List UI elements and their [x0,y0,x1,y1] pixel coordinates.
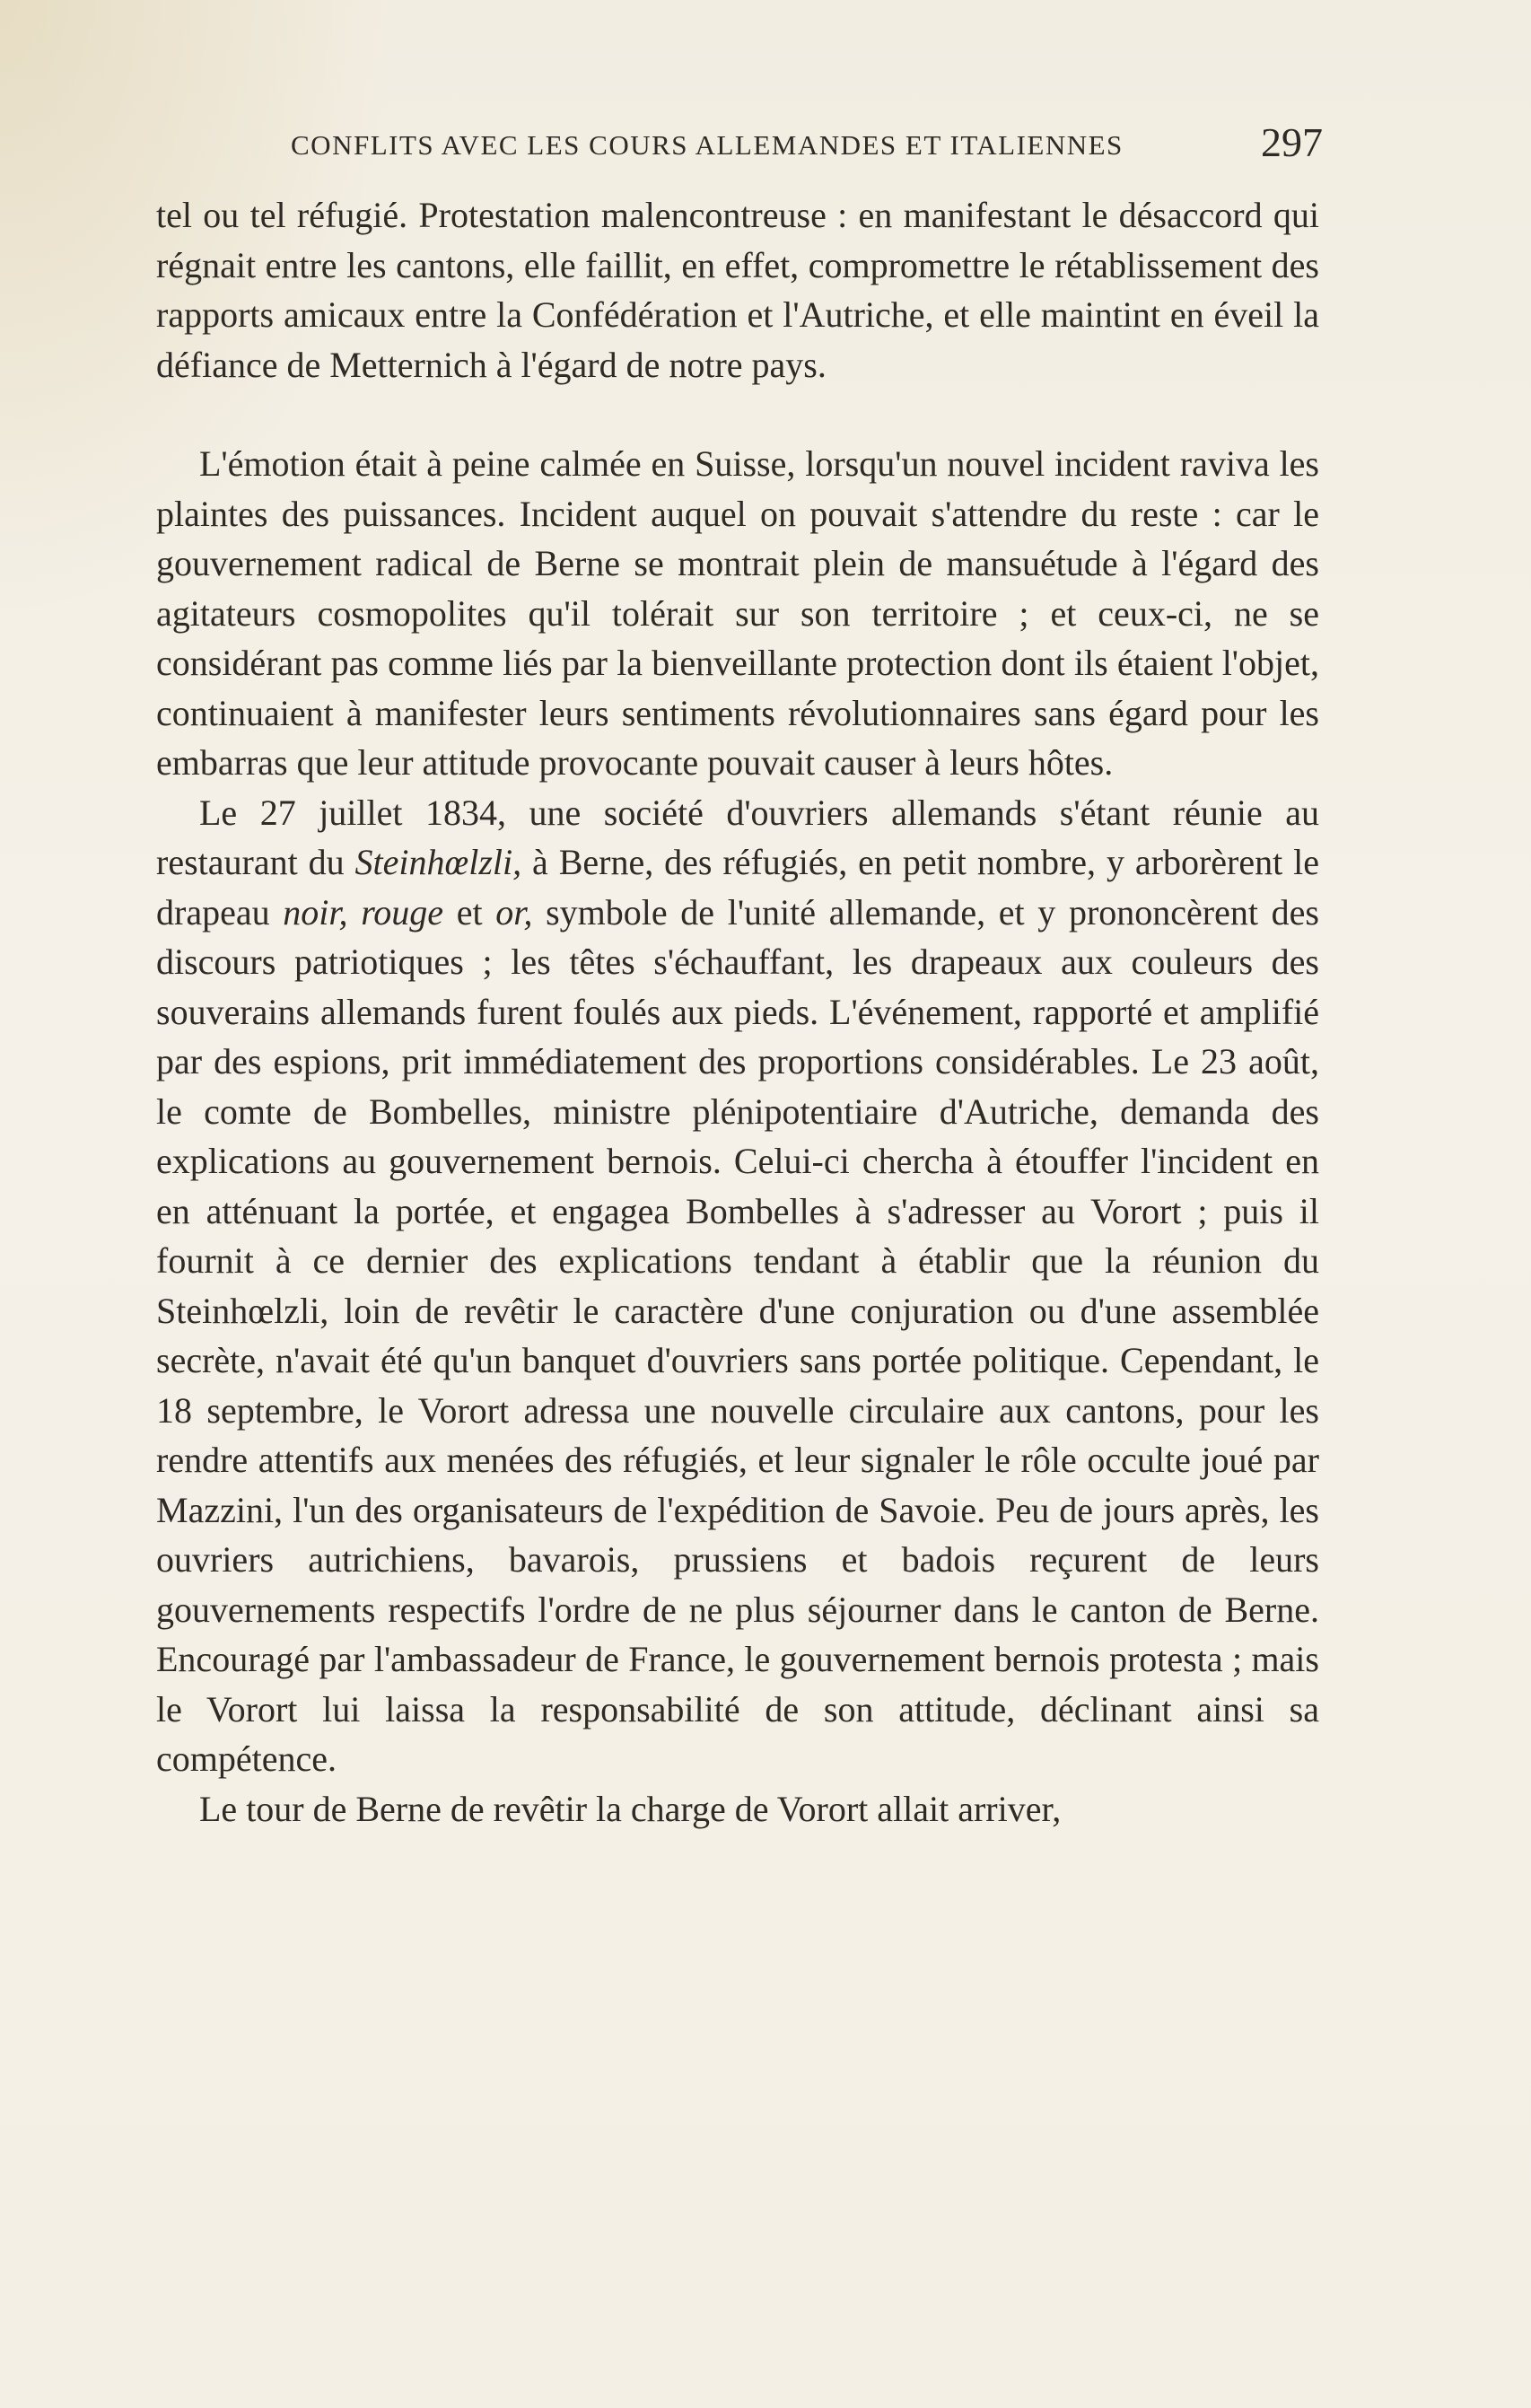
paragraph-3-text-1: Le 27 juillet 1834, une société d'ouvriers allemands s'étant réunie au restaurant du [156,792,1319,882]
paragraph-3-text-3: et [443,891,496,933]
paragraph-4: Le tour de Berne de revêtir la charge de Vorort allait arriver, [199,1788,1062,1829]
paragraph-2: L'émotion était à peine calmée en Suisse, lorsqu'un nouvel incident raviva les plaintes des puissances. Incident auquel on pouvait s'attendre du reste : car le gouvernement radical de Berne se montrait plein de mansuétude à l'égard des agitateurs cosmopolites qu'il tolérait sur son territoire ; et ceux-ci, ne se considérant pas comme liés par la bienveillante protection dont ils étaient l'objet, continuaient à manifester leurs sentiments révolutionnaires sans égard pour les embarras que leur attitude provocante pouvait causer à leurs hôtes. [156,443,1319,783]
paragraph-3-text-4: symbole de l'unité allemande, et y prononcèrent des discours patriotiques ; les têtes s'échauffant, les drapeaux aux couleurs des souverains allemands furent foulés aux pieds. L'événement, rapporté et amplifié par des espions, prit immédiatement des proportions considérables. Le 23 août, le comte de Bombelles, ministre plénipotentiaire d'Autriche, demanda des explications au gouvernement bernois. Celui-ci chercha à étouffer l'incident en en atténuant la portée, et engagea Bombelles à s'adresser au Vorort ; puis il fournit à ce dernier des explications tendant à établir que la réunion du Steinhœlzli, loin de revêtir le caractère d'une conjuration ou d'une assemblée secrète, n'avait été qu'un banquet d'ouvriers sans portée politique. Cependant, le 18 septembre, le Vorort adressa une nouvelle circulaire aux cantons, pour les rendre attentifs aux menées des réfugiés, et leur signaler le rôle occulte joué par Mazzini, l'un des organisateurs de l'expédition de Savoie. Peu de jours après, les ouvriers autrichiens, bavarois, prussiens et badois reçurent de leurs gouvernements respectifs l'ordre de ne plus séjourner dans le canton de Berne. Encouragé par l'ambassadeur de France, le gouvernement bernois protesta ; mais le Vorort lui laissa la responsabilité de son attitude, déclinant ainsi sa compétence. [156,891,1319,1779]
page-number: 297 [1261,119,1323,165]
italic-or: or, [495,891,533,933]
running-head [156,118,1323,172]
italic-noir-rouge: noir, rouge [283,891,444,933]
paragraph-3 [156,788,1319,1784]
running-title: CONFLITS AVEC LES COURS ALLEMANDES ET ITALIENNES [291,129,1124,161]
text-body [156,190,1319,1834]
paragraph-1: tel ou tel réfugié. Protestation malencontreuse : en manifestant le désaccord qui régnait entre les cantons, elle faillit, en effet, compromettre le rétablissement des rapports amicaux entre la Confédération et l'Autriche, et elle maintint en éveil la défiance de Metternich à l'égard de notre pays. [156,195,1319,385]
italic-steinhoelzli: Steinhœlzli, [354,842,522,882]
paragraph-3-text-2: à Berne, des réfugiés, en petit nombre, y arborèrent le drapeau [156,842,1319,933]
